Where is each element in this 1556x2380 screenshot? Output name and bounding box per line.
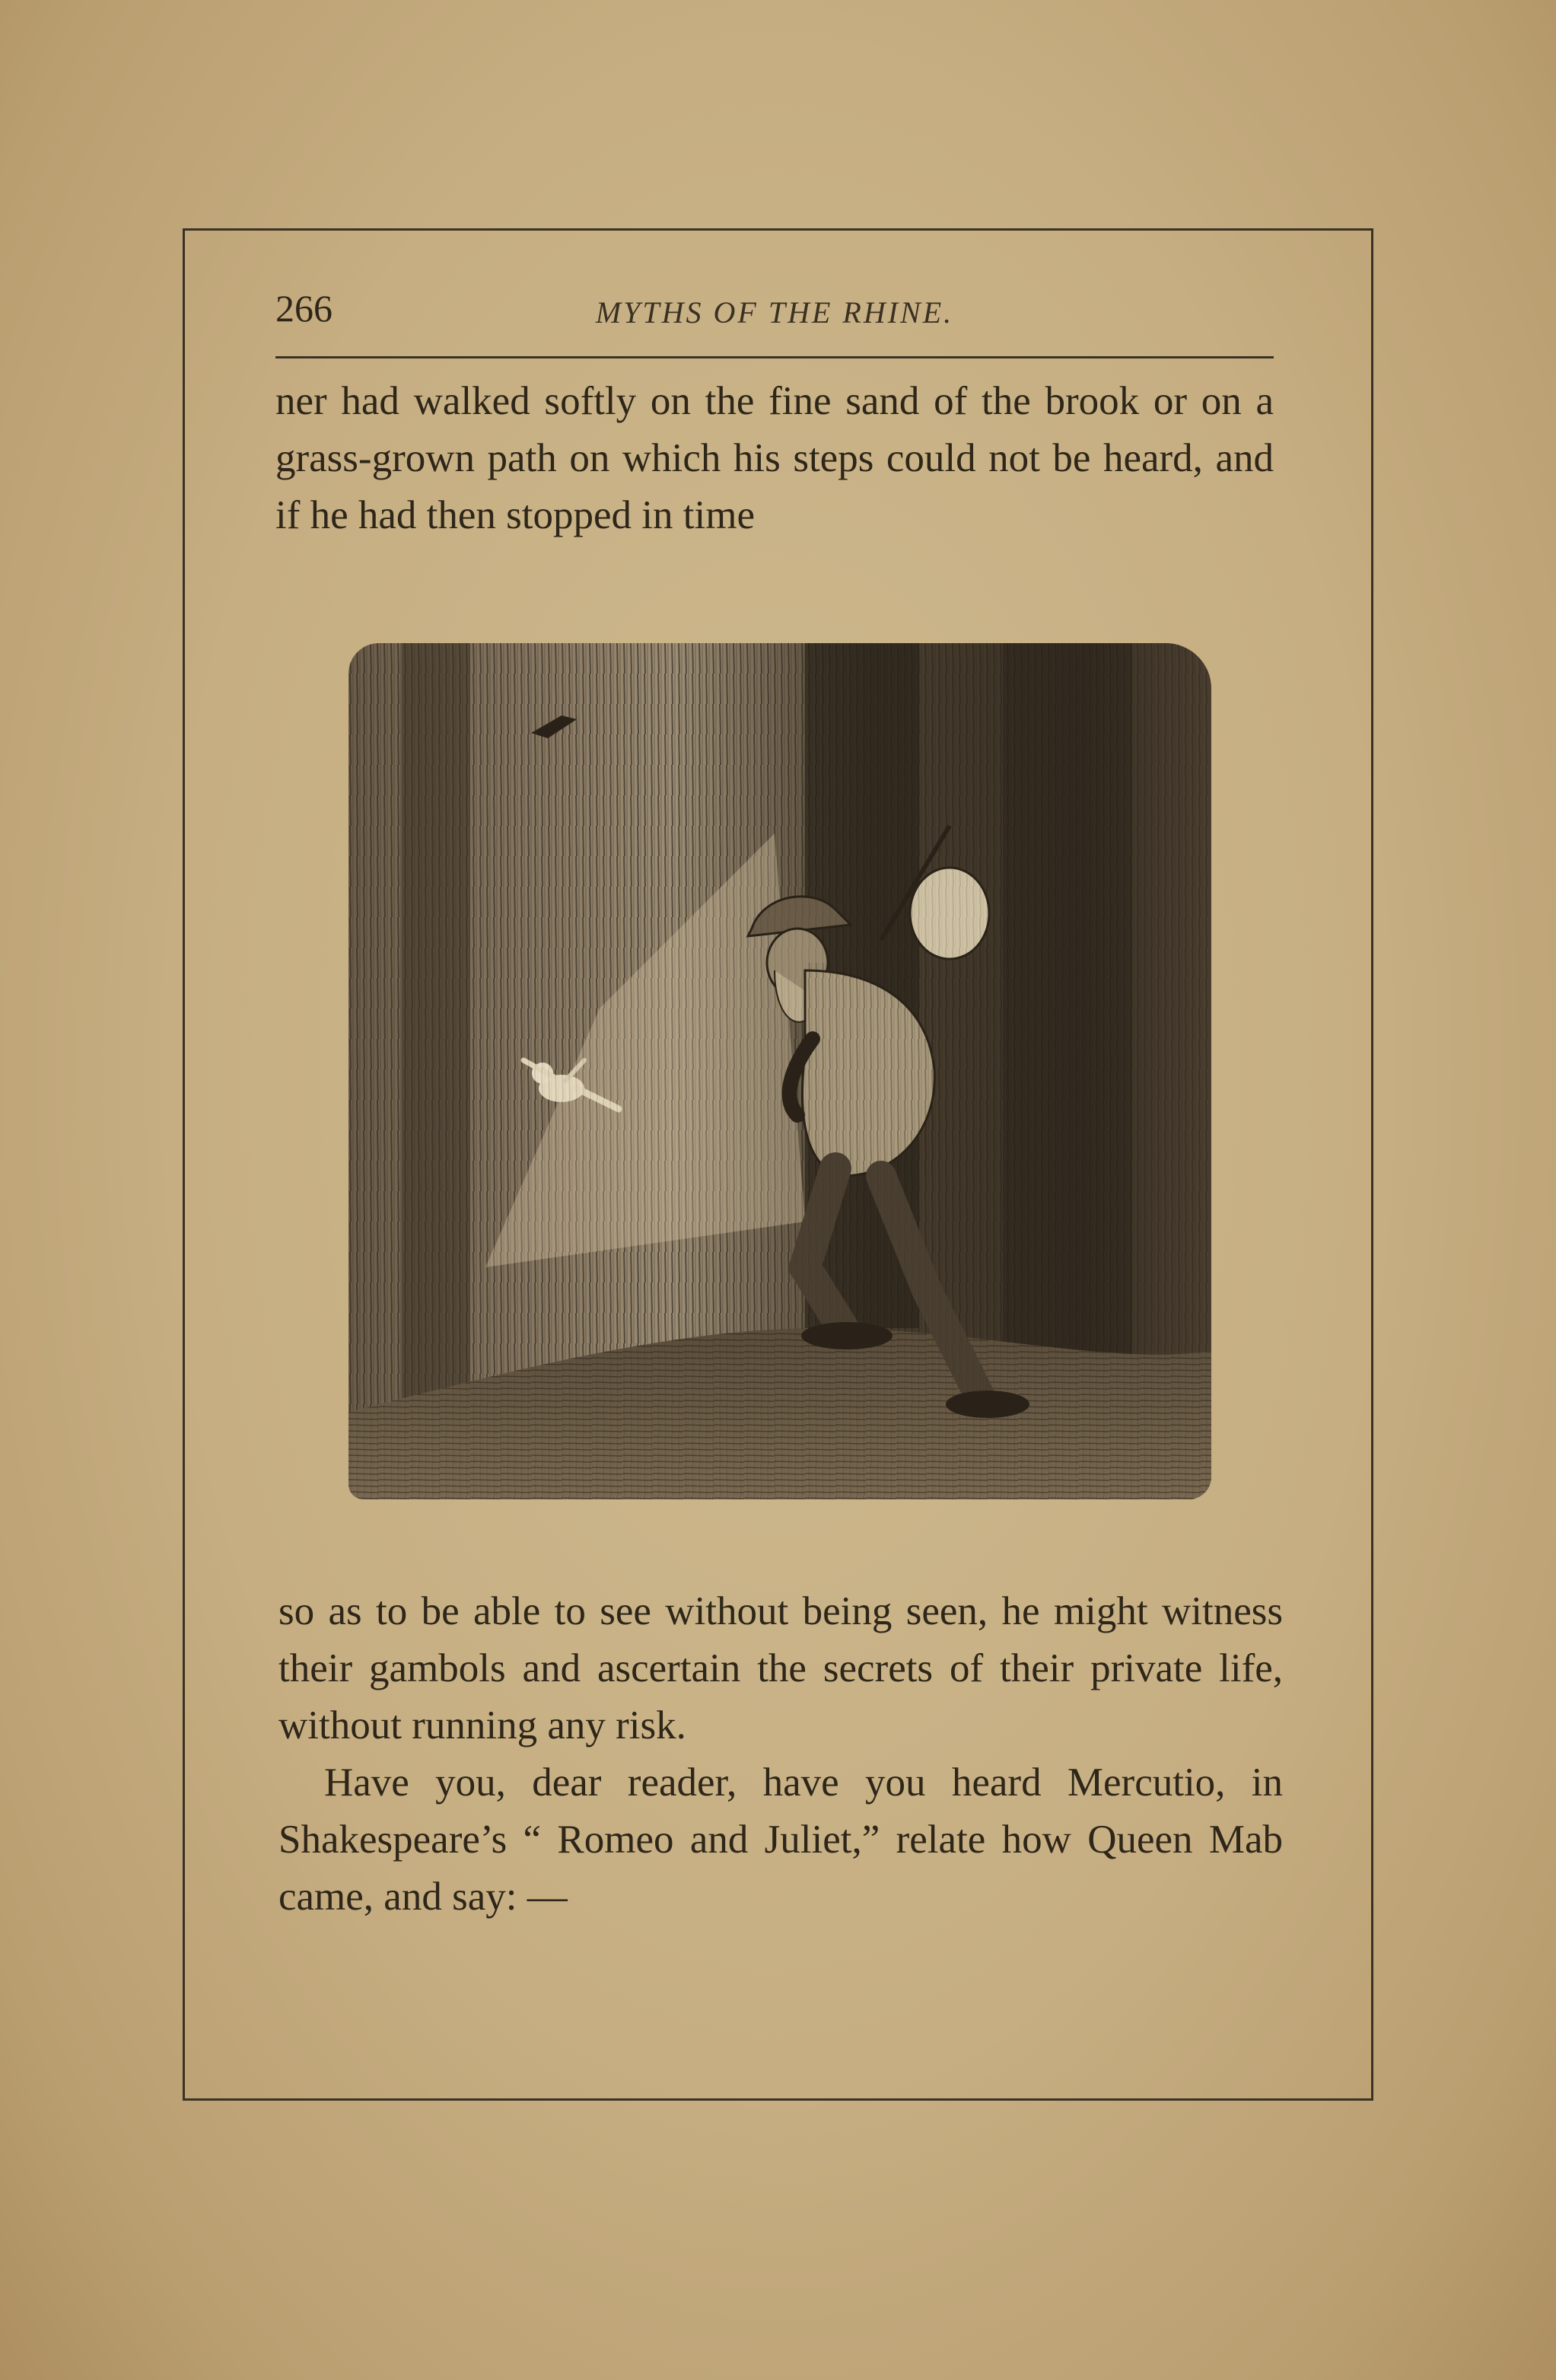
running-title: MYTHS OF THE RHINE. [595, 295, 954, 330]
engraving-illustration [348, 643, 1211, 1499]
running-head [275, 282, 1274, 335]
header-rule [275, 356, 1274, 358]
paragraph-new: Have you, dear reader, have you heard Mercutio, in Shakespeare’s “ Romeo and Juliet,” relate how Queen Mab came, and say: — [278, 1760, 1283, 1919]
page-number: 266 [275, 287, 333, 330]
paragraph-continuation: ner had walked softly on the fine sand of the brook or on a grass-grown path on which his steps could not be heard, and if he had then stopped in time [275, 379, 1274, 537]
body-text-top [275, 373, 1274, 544]
body-text-bottom [278, 1583, 1283, 1926]
paragraph-continued: so as to be able to see without being seen, he might witness their gambols and ascertain the secrets of their private life, without running any risk. [278, 1589, 1283, 1748]
